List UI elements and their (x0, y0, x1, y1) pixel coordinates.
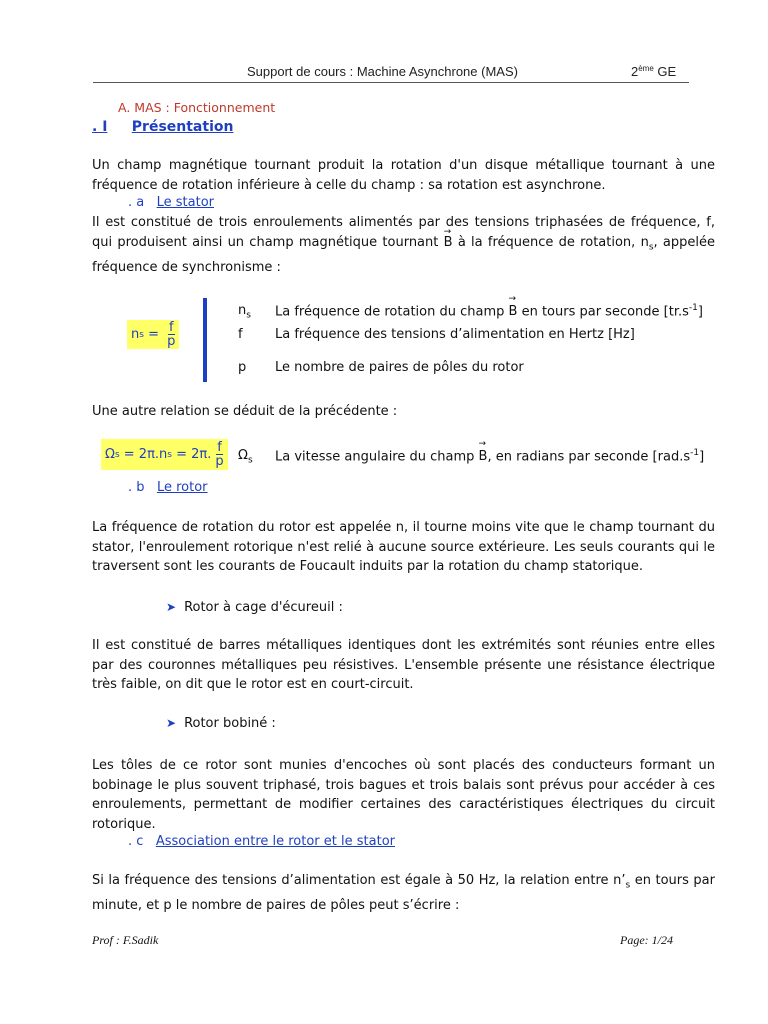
formula2-lhs: Ω (105, 447, 115, 462)
subsection-b-heading (128, 480, 208, 495)
formula1-lhs: n (131, 327, 140, 342)
stator-ns-subscript: s (648, 242, 654, 253)
formula2-numerator: f (217, 440, 222, 455)
bullet-cage-text: Rotor à cage d'écureuil : (184, 600, 343, 615)
intro-paragraph: Un champ magnétique tournant produit la rotation d'un disque métallique tournant à une fréquence de rotation inférieure à celle du champ : sa rotation est asynchrone. (92, 158, 715, 193)
def-omega-text: La vitesse angulaire du champ (275, 449, 475, 465)
formula1-denominator: p (167, 334, 176, 349)
header-class (631, 64, 676, 79)
association-paragraph (92, 871, 715, 916)
arrow-bullet-icon: ➤ (166, 600, 177, 614)
stator-ns: n (640, 234, 649, 250)
vector-b: → B (444, 233, 453, 253)
section-1-heading (92, 119, 233, 135)
subsection-b-title: Le rotor (156, 480, 208, 495)
subsection-c-title: Association entre le rotor et le stator (155, 834, 395, 849)
def-omega-unit-end: ] (699, 449, 705, 465)
def-text-f: La fréquence des tensions d’alimentation en Hertz [Hz] (275, 327, 635, 342)
formula1-equals: = (143, 327, 164, 342)
formula1-numerator: f (168, 320, 174, 335)
relation-intro: Une autre relation se déduit de la précédente : (92, 404, 398, 419)
def-omega-unit: , en radians par seconde [rad.s (487, 449, 691, 465)
header-rule (93, 82, 689, 83)
stator-paragraph (92, 213, 715, 277)
def-symbol-p: p (238, 360, 247, 375)
def-text-p: Le nombre de paires de pôles du rotor (275, 360, 524, 375)
def-ns-subscript: s (246, 310, 251, 321)
def-ns-unit: en tours par seconde [tr.s (521, 304, 689, 320)
def-symbol-f: f (238, 327, 243, 342)
def-symbol-ns (238, 303, 251, 321)
section-1-number: . I (92, 119, 108, 135)
formula-ns (127, 320, 179, 349)
subsection-c-heading (128, 834, 395, 849)
def-ns-unit-end: ] (697, 304, 703, 320)
subsection-b-number: . b (128, 480, 145, 495)
def-omega-subscript: s (247, 455, 253, 466)
stator-text-part2: à la fréquence de rotation, (457, 234, 636, 250)
def-ns-unit-sup: -1 (688, 303, 698, 313)
assoc-text-part2: en tours par minute, et p le nombre de paires de pôles peut s’écrire : (92, 873, 715, 914)
section-a-heading: A. MAS : Fonctionnement (118, 100, 276, 115)
arrow-bullet-icon: ➤ (166, 716, 177, 730)
footer-author: Prof : F.Sadik (92, 933, 159, 947)
def-ns-symbol: n (238, 303, 247, 318)
formula2-mid: = 2π.n (119, 447, 168, 462)
def-omega-unit-sup: -1 (690, 448, 700, 458)
assoc-text-part1: Si la fréquence des tensions d’alimentation est égale à 50 Hz, la relation entre n’ (92, 873, 626, 888)
formula-omega (101, 439, 228, 470)
def-symbol-omega (238, 448, 253, 466)
formula2-equals: = 2π. (171, 447, 212, 462)
class-number: 2 (631, 64, 639, 79)
section-1-title: Présentation (131, 119, 234, 135)
subsection-a-number: . a (128, 195, 145, 210)
formula2-fraction (215, 441, 223, 468)
subsection-a-title: Le stator (156, 195, 215, 210)
def-ns-text: La fréquence de rotation du champ (275, 304, 505, 320)
footer-page-number: Page: 1/24 (620, 933, 673, 947)
subsection-a-heading (128, 195, 214, 210)
stator-text-part1: Il est constitué de trois enroulements alimentés par des tensions triphasées de fréquence, f, qui produisent ainsi un champ magnétique tournant (92, 215, 715, 250)
class-superscript: ème (638, 64, 654, 73)
header-title: Support de cours : Machine Asynchrone (MAS) (247, 64, 518, 79)
definition-bar (203, 298, 207, 382)
bullet-cage (166, 600, 343, 615)
formula2-denominator: p (215, 454, 224, 469)
cage-paragraph: Il est constitué de barres métalliques identiques dont les extrémités sont réunies entre elles par des couronnes métalliques peu résistives. L'ensemble présente une résistance électrique très faible, on dit que le rotor est en court-circuit. (92, 638, 715, 693)
stator-text-part3: , appelée fréquence de synchronisme : (92, 234, 715, 275)
bullet-bobine (166, 716, 276, 731)
formula1-lhs-subscript: s (139, 329, 144, 340)
def-text-ns (275, 303, 703, 319)
def-ns-vector-b: → B (509, 304, 518, 319)
formula1-fraction (167, 321, 175, 348)
formula2-lhs-subscript: s (114, 449, 120, 460)
assoc-subscript: s (625, 880, 631, 891)
bobine-paragraph: Les tôles de ce rotor sont munies d'encoches où sont placés des conducteurs formant un bobinage le plus souvent triphasé, trois bagues et trois balais sont prévus pour accéder à ces enroulements, permettant de modifier certaines des caractéristiques électriques du circuit rotorique. (92, 758, 715, 832)
bullet-bobine-text: Rotor bobiné : (184, 716, 276, 731)
rotor-paragraph: La fréquence de rotation du rotor est appelée n, il tourne moins vite que le champ tournant du stator, l'enroulement rotorique n'est relié à aucune source extérieure. Les seuls courants qui le traversent sont les courants de Foucault induits par la rotation du champ statorique. (92, 520, 715, 575)
def-omega-vector-b: → B (479, 449, 488, 464)
class-name: GE (657, 64, 677, 79)
formula2-mid-subscript: s (167, 449, 172, 460)
def-omega-symbol: Ω (238, 448, 248, 463)
def-text-omega (275, 448, 704, 464)
subsection-c-number: . c (128, 834, 144, 849)
